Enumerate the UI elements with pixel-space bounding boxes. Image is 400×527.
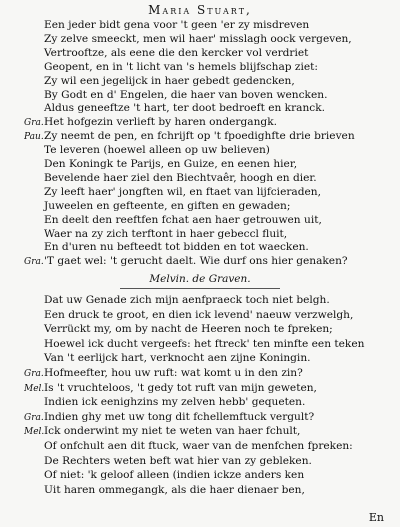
- verse-text: De Rechters weten beft wat hier van zy gebleken.: [44, 454, 312, 467]
- speaker-label: Gra.: [24, 257, 44, 268]
- verse-text: Geopent, en in 't licht van 's hemels blijfschap ziet:: [44, 60, 318, 73]
- verse-line: [24, 129, 394, 143]
- verse-text: Waer na zy zich terftont in haer gebeccl fluit,: [44, 227, 288, 240]
- verse-line: [24, 101, 394, 115]
- verse-text: Zy leeft haer' jongften wil, en ftaet van lijfcieraden,: [44, 185, 321, 198]
- speaker-label: Mel.: [24, 383, 45, 394]
- verse-text: En d'uren nu befteedt tot bidden en tot waecken.: [44, 241, 309, 254]
- verse-text: Zy wil een jegelijck in haer gebedt gedencken,: [44, 74, 295, 87]
- verse-text: Het hofgezin verlieft by haren ondergangk.: [44, 116, 277, 129]
- verse-line: [24, 395, 394, 409]
- verse-text: Hoewel ick ducht vergeefs: het ftreck' ten minfte een teken: [44, 337, 365, 350]
- verse-line: [24, 483, 394, 497]
- verse-text: Uit haren ommegangk, als die haer dienaer ben,: [44, 483, 305, 496]
- verse-text: Ick onderwint my niet te weten van haer fchult,: [44, 425, 301, 438]
- verse-line: [24, 254, 394, 268]
- verse-line: [24, 381, 394, 395]
- verse-text: Juweelen en gefteente, en giften en gewaden;: [44, 199, 291, 212]
- verse-line: [24, 454, 394, 468]
- verse-line: [24, 424, 394, 438]
- verse-text: Dat uw Genade zich mijn aenfpraeck toch niet belgh.: [44, 294, 330, 306]
- verse-line: [24, 410, 394, 424]
- verse-text: Indien ick eenighzins my zelven hebb' gequeten.: [44, 396, 306, 409]
- verse-text: Den Koningk te Parijs, en Guize, en eenen hier,: [44, 158, 298, 170]
- verse-line: [24, 32, 394, 46]
- verse-line: [24, 468, 394, 482]
- running-head: Maria Stuart,: [148, 3, 252, 17]
- verse-line: [24, 46, 394, 60]
- verse-line: [24, 157, 394, 171]
- verse-line: [24, 227, 394, 241]
- verse-line: [24, 185, 394, 199]
- verse-text: Van 't eerlijck hart, verknocht aen zijne Koningin.: [44, 352, 311, 365]
- verse-line: [24, 308, 394, 322]
- verse-text: Aldus geneeftze 't hart, ter doot bedroeft en kranck.: [44, 102, 325, 115]
- scene-heading: Melvin. de Graven.: [149, 273, 251, 285]
- verse-text: Bevelende haer ziel den Biechtvaêr, hoogh en dier.: [44, 171, 317, 184]
- verse-line: [24, 199, 394, 213]
- verse-text: En deelt den reeftfen fchat aen haer getrouwen uit,: [44, 213, 322, 226]
- verse-text: Vertrooftze, als eene die den kercker vol verdriet: [44, 46, 309, 59]
- verse-text: Te leveren (hoewel alleen op uw believen): [44, 144, 270, 157]
- speaker-label: Gra.: [24, 118, 44, 129]
- verse-line: [24, 366, 394, 380]
- speaker-label: Pau.: [24, 132, 44, 143]
- verse-text: 'T gaet wel: 't gerucht daelt. Wie durf ons hier genaken?: [44, 255, 348, 268]
- speaker-label: Mel.: [24, 427, 45, 438]
- verse-line: [24, 143, 394, 157]
- verse-text: Een jeder bidt gena voor 't geen 'er zy misdreven: [44, 19, 310, 31]
- speaker-label: Gra.: [24, 369, 44, 379]
- verse-line: [24, 88, 394, 102]
- verse-line: [24, 115, 394, 129]
- verse-line: [24, 439, 394, 453]
- scene-rule: [120, 288, 280, 289]
- verse-text: Indien ghy met uw tong dit fchellemftuck vergult?: [44, 410, 315, 423]
- verse-text: Verrückt my, om by nacht de Heeren noch te fpreken;: [44, 323, 333, 336]
- verse-line: [24, 18, 394, 32]
- verse-text: Zy zelve smeeckt, men wil haer' misslagh oock vergeven,: [44, 32, 352, 45]
- verse-line: [24, 293, 394, 307]
- verse-line: [24, 60, 394, 74]
- verse-text: Of onfchult aen dit ftuck, waer van de menfchen fpreken:: [44, 440, 353, 452]
- verse-line: [24, 171, 394, 185]
- verse-text: Zy neemt de pen, en fchrijft op 't fpoedighfte drie brieven: [44, 130, 355, 143]
- verse-line: [24, 351, 394, 365]
- verse-line: [24, 240, 394, 254]
- verse-text: By Godt en d' Engelen, die haer van boven wencken.: [44, 88, 328, 101]
- verse-text: Is 't vruchteloos, 't gedy tot ruft van mijn geweten,: [44, 381, 317, 394]
- verse-line: [24, 337, 394, 351]
- verse-line: [24, 74, 394, 88]
- verse-line: [24, 322, 394, 336]
- verse-text: Of niet: 'k geloof alleen (indien ickze anders ken: [44, 469, 305, 482]
- verse-text: Hofmeefter, hou uw ruft: wat komt u in den zin?: [44, 367, 303, 379]
- verse-text: Een druck te groot, en dien ick levend' naeuw verzwelgh,: [44, 308, 354, 321]
- speaker-label: Gra.: [24, 412, 44, 423]
- verse-line: [24, 213, 394, 227]
- catchword: En: [368, 511, 384, 524]
